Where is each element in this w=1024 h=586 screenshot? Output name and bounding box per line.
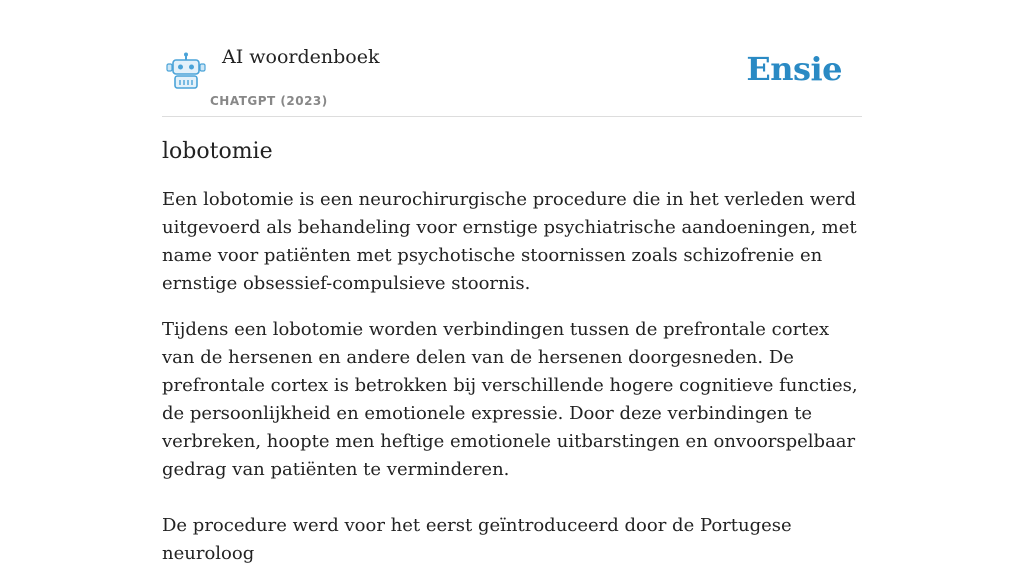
definition-paragraph-1: Een lobotomie is een neurochirurgische procedure die in het verleden werd uitgevoerd als behandeling voor ernstige psychiatrische aandoeningen, met name voor patiënten met psychotische stoornissen zoals schizofrenie en ernstige obsessief-compulsieve stoornis. (162, 189, 857, 294)
definition-paragraph-3: De procedure werd voor het eerst geïntroduceerd door de Portugese neuroloog (162, 515, 792, 564)
entry-definition (162, 186, 862, 568)
site-header (162, 0, 862, 117)
entry-term: lobotomie (162, 139, 273, 164)
dictionary-source: CHATGPT (2023) (210, 94, 328, 108)
page-container (162, 0, 862, 586)
ensie-logo-link[interactable]: Ensie (746, 50, 842, 88)
dictionary-title: AI woordenboek (222, 46, 380, 68)
robot-icon (166, 52, 206, 90)
definition-paragraph-2: Tijdens een lobotomie worden verbindingen tussen de prefrontale cortex van de hersenen en andere delen van de hersenen doorgesneden. De prefrontale cortex is betrokken bij verschillende hogere cognitieve functies, de persoonlijkheid en emotionele expressie. Door deze verbindingen te verbreken, hoopte men heftige emotionele uitbarstingen en onvoorspelbaar gedrag van patiënten te verminderen. (162, 319, 858, 480)
